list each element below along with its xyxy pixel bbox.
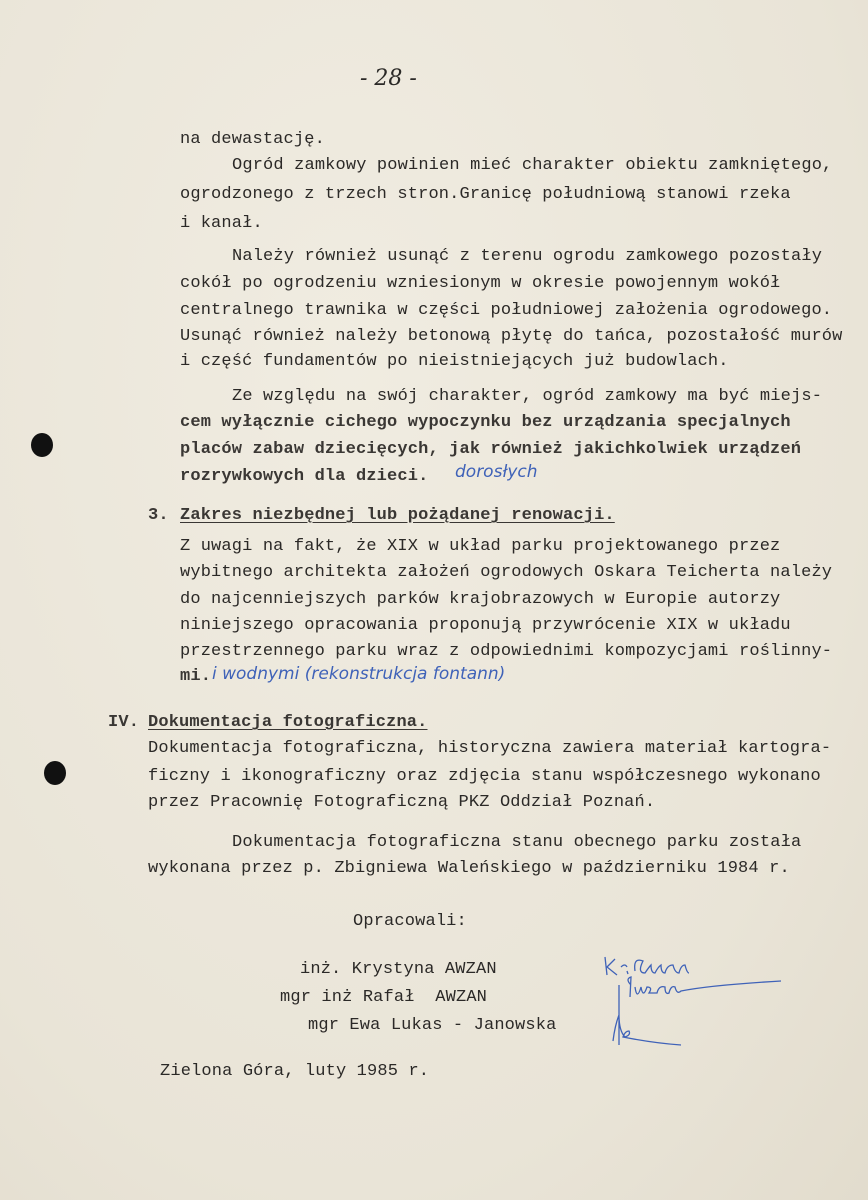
text-line: do najcenniejszych parków krajobrazowych w Europie autorzy: [180, 590, 781, 609]
text-line: rozrywkowych dla dzieci.: [180, 467, 429, 486]
section-number: IV.: [108, 713, 140, 732]
text-line: przestrzennego parku wraz z odpowiednimi kompozycjami roślinny-: [180, 642, 833, 661]
author-name: mgr inż Rafał AWZAN: [280, 988, 488, 1007]
punch-hole: [44, 761, 66, 785]
text-line: Usunąć również należy betonową płytę do tańca, pozostałość murów: [180, 327, 843, 346]
text-line: mi.: [180, 667, 212, 686]
handwritten-signatures: [595, 945, 825, 1055]
text-line: cokół po ogrodzeniu wzniesionym w okresie powojennym wokół: [180, 274, 781, 293]
text-line: placów zabaw dziecięcych, jak również jakichkolwiek urządzeń: [180, 440, 802, 459]
text-line: Ze względu na swój charakter, ogród zamkowy ma być miejs-: [232, 387, 823, 406]
author-name: inż. Krystyna AWZAN: [300, 960, 497, 979]
place-date: Zielona Góra, luty 1985 r.: [160, 1062, 430, 1081]
page-number: - 28 -: [360, 66, 417, 91]
text-line: Dokumentacja fotograficzna stanu obecnego parku została: [232, 833, 802, 852]
text-line: i część fundamentów po nieistniejących już budowlach.: [180, 352, 729, 371]
handwritten-note: dorosłych: [455, 462, 538, 482]
section-number: 3.: [148, 506, 169, 525]
text-line: Dokumentacja fotograficzna, historyczna zawiera materiał kartogra-: [148, 739, 832, 758]
text-line: i kanał.: [180, 214, 263, 233]
text-line: Należy również usunąć z terenu ogrodu zamkowego pozostały: [232, 247, 823, 266]
author-name: mgr Ewa Lukas - Janowska: [308, 1016, 557, 1035]
text-line: cem wyłącznie cichego wypoczynku bez urządzania specjalnych: [180, 413, 791, 432]
text-line: niniejszego opracowania proponują przywrócenie XIX w układu: [180, 616, 791, 635]
text-line: wybitnego architekta założeń ogrodowych Oskara Teicherta należy: [180, 563, 833, 582]
text-line: Ogród zamkowy powinien mieć charakter obiektu zamkniętego,: [232, 156, 833, 175]
section-heading: Zakres niezbędnej lub pożądanej renowacji.: [180, 506, 615, 525]
punch-hole: [31, 433, 53, 457]
text-line: centralnego trawnika w części południowej założenia ogrodowego.: [180, 301, 833, 320]
signatories-label: Opracowali:: [353, 912, 467, 931]
text-line: wykonana przez p. Zbigniewa Waleńskiego w październiku 1984 r.: [148, 859, 790, 878]
text-line: ficzny i ikonograficzny oraz zdjęcia stanu współczesnego wykonano: [148, 767, 821, 786]
section-heading: Dokumentacja fotograficzna.: [148, 713, 428, 732]
text-line: ogrodzonego z trzech stron.Granicę południową stanowi rzeka: [180, 185, 791, 204]
text-line: na dewastację.: [180, 130, 325, 149]
text-line: Z uwagi na fakt, że XIX w układ parku projektowanego przez: [180, 537, 781, 556]
handwritten-note: i wodnymi (rekonstrukcja fontann): [212, 664, 506, 684]
text-line: przez Pracownię Fotograficzną PKZ Oddział Poznań.: [148, 793, 656, 812]
